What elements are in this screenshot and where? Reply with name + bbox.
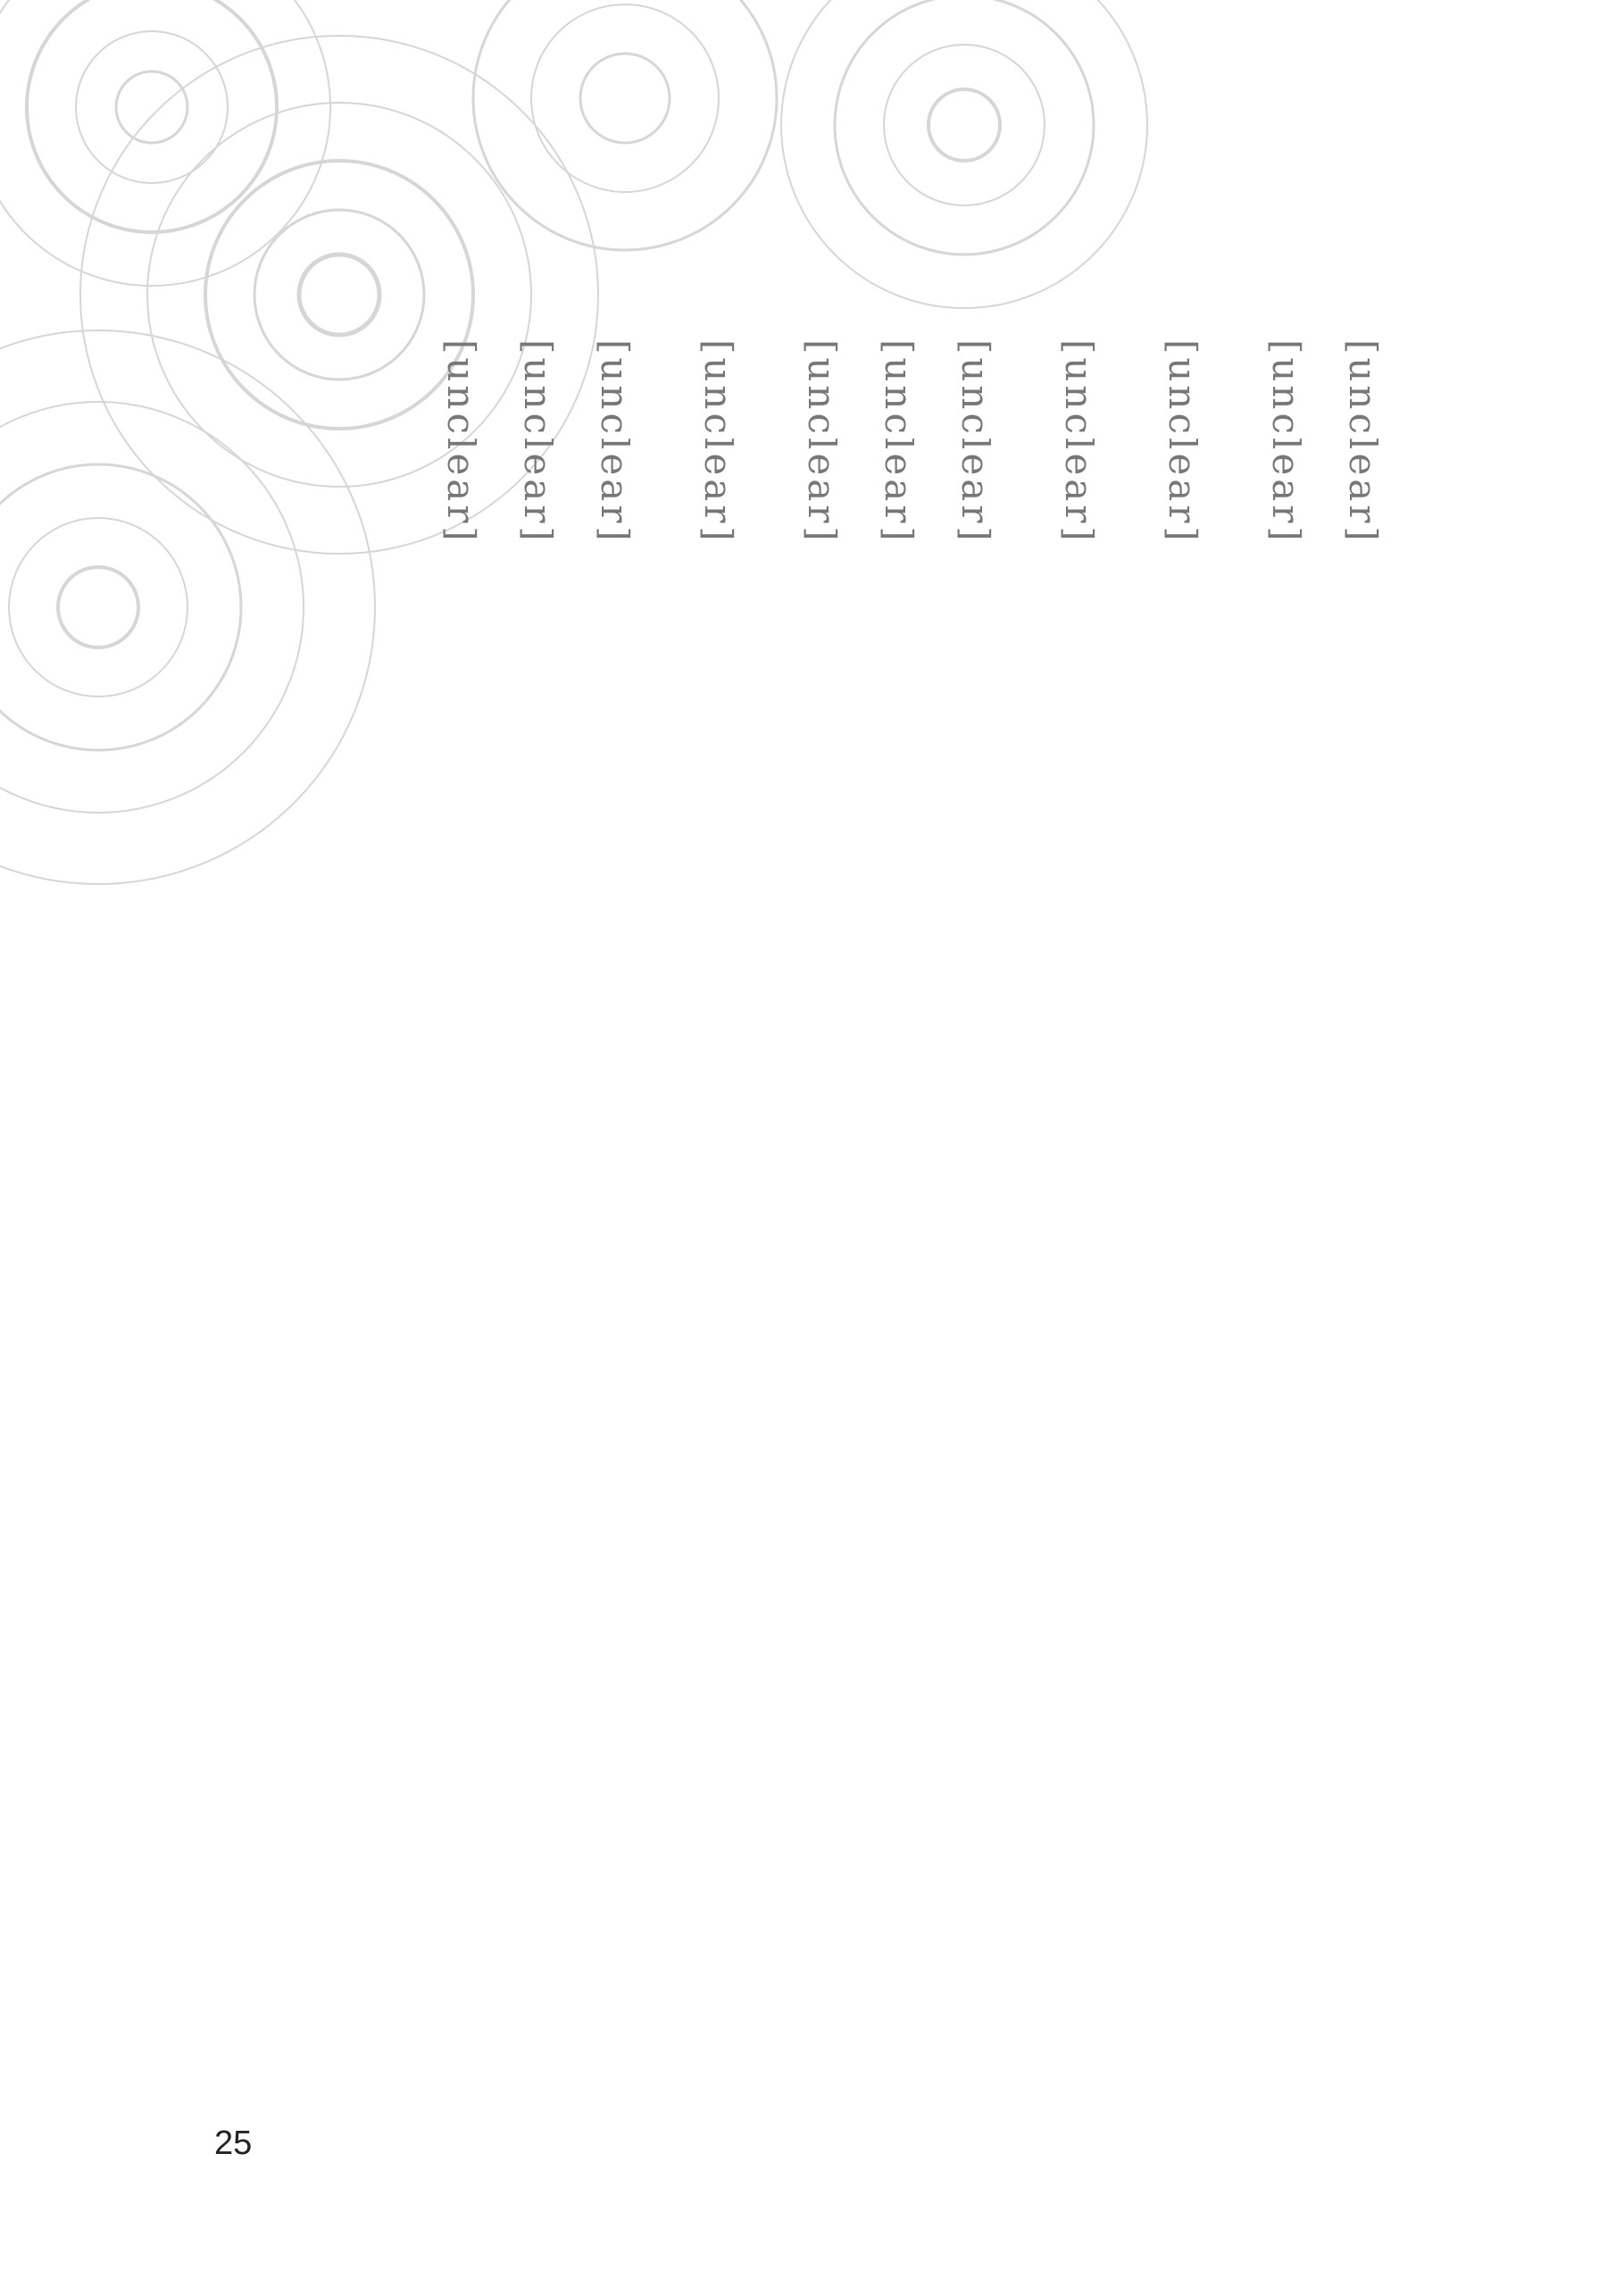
paragraph: [unclear] [800, 339, 844, 545]
dialogue-line: [unclear] [696, 339, 740, 545]
paragraph: [unclear] [1161, 339, 1204, 545]
ripple-cluster-top [473, 0, 777, 250]
dialogue-line: [unclear] [877, 339, 920, 545]
paragraph: [unclear] [1264, 339, 1308, 545]
page-number: 25 [214, 2125, 253, 2162]
dialogue-line: [unclear] [954, 339, 997, 545]
vertical-text-body [249, 339, 1401, 2090]
dialogue-line: [unclear] [593, 339, 637, 545]
dialogue-line: [unclear] [516, 339, 560, 545]
dialogue-line: [unclear] [1057, 339, 1101, 545]
ripple-cluster-top-right [781, 0, 1147, 308]
paragraph: [unclear] [439, 339, 483, 545]
paragraph: [unclear] [1341, 339, 1385, 545]
